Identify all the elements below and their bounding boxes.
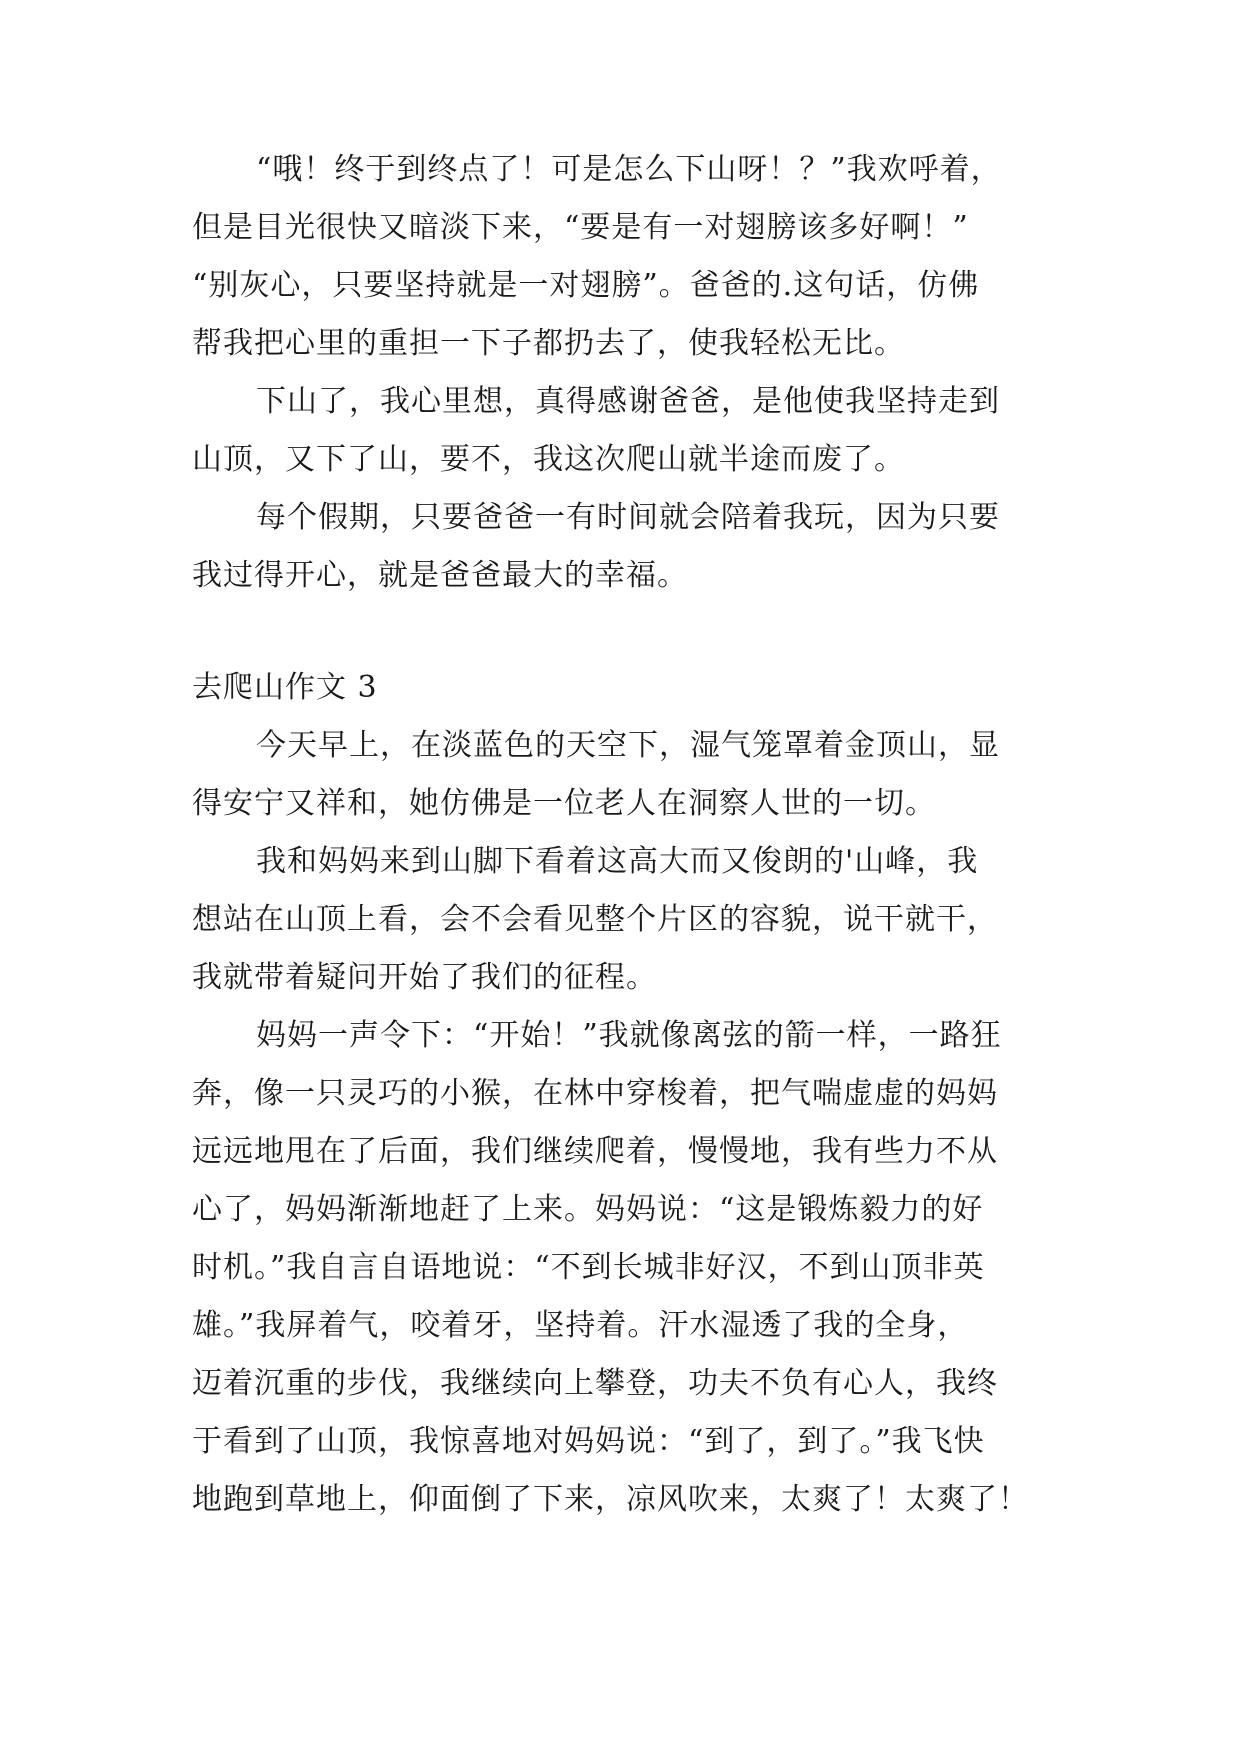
paragraph-line: 得安宁又祥和，她仿佛是一位老人在洞察人世的一切。 [192, 786, 936, 821]
paragraph-line: 下山了，我心里想，真得感谢爸爸，是他使我坚持走到 [256, 384, 1000, 419]
paragraph-line: 我就带着疑问开始了我们的征程。 [192, 960, 657, 995]
paragraph-line: 帮我把心里的重担一下子都扔去了，使我轻松无比。 [192, 326, 905, 361]
paragraph-line: “别灰心，只要坚持就是一对翅膀”。爸爸的.这句话，仿佛 [192, 268, 980, 303]
paragraph-line: 山顶，又下了山，要不，我这次爬山就半途而废了。 [192, 442, 905, 477]
paragraph-line: 迈着沉重的步伐，我继续向上攀登，功夫不负有心人，我终 [192, 1366, 998, 1401]
paragraph-line: 妈妈一声令下：“开始！”我就像离弦的箭一样，一路狂 [256, 1018, 1002, 1053]
paragraph-line: 地跑到草地上，仰面倒了下来，凉风吹来，太爽了！太爽了！ [192, 1482, 1029, 1517]
paragraph-line: “哦！终于到终点了！可是怎么下山呀！？”我欢呼着， [256, 152, 1002, 187]
paragraph-line: 我过得开心，就是爸爸最大的幸福。 [192, 558, 688, 593]
paragraph-line: 时机。”我自言自语地说：“不到长城非好汉，不到山顶非英 [192, 1250, 985, 1285]
section-heading: 去爬山作文 3 [192, 670, 378, 705]
paragraph-line: 远远地甩在了后面，我们继续爬着，慢慢地，我有些力不从 [192, 1134, 998, 1169]
paragraph-line: 于看到了山顶，我惊喜地对妈妈说：“到了，到了。”我飞快 [192, 1424, 985, 1459]
paragraph-line: 心了，妈妈渐渐地赶了上来。妈妈说：“这是锻炼毅力的好 [192, 1192, 984, 1227]
paragraph-line: 奔，像一只灵巧的小猴，在林中穿梭着，把气喘虚虚的妈妈 [192, 1076, 998, 1111]
paragraph-line: 雄。”我屏着气，咬着牙，坚持着。汗水湿透了我的全身， [192, 1308, 969, 1343]
paragraph-line: 我和妈妈来到山脚下看着这高大而又俊朗的'山峰，我 [256, 844, 979, 879]
paragraph-line: 想站在山顶上看，会不会看见整个片区的容貌，说干就干， [192, 902, 998, 937]
paragraph-line: 但是目光很快又暗淡下来，“要是有一对翅膀该多好啊！” [192, 210, 969, 245]
paragraph-line: 每个假期，只要爸爸一有时间就会陪着我玩，因为只要 [256, 500, 1000, 535]
paragraph-line: 今天早上，在淡蓝色的天空下，湿气笼罩着金顶山，显 [256, 728, 1000, 763]
